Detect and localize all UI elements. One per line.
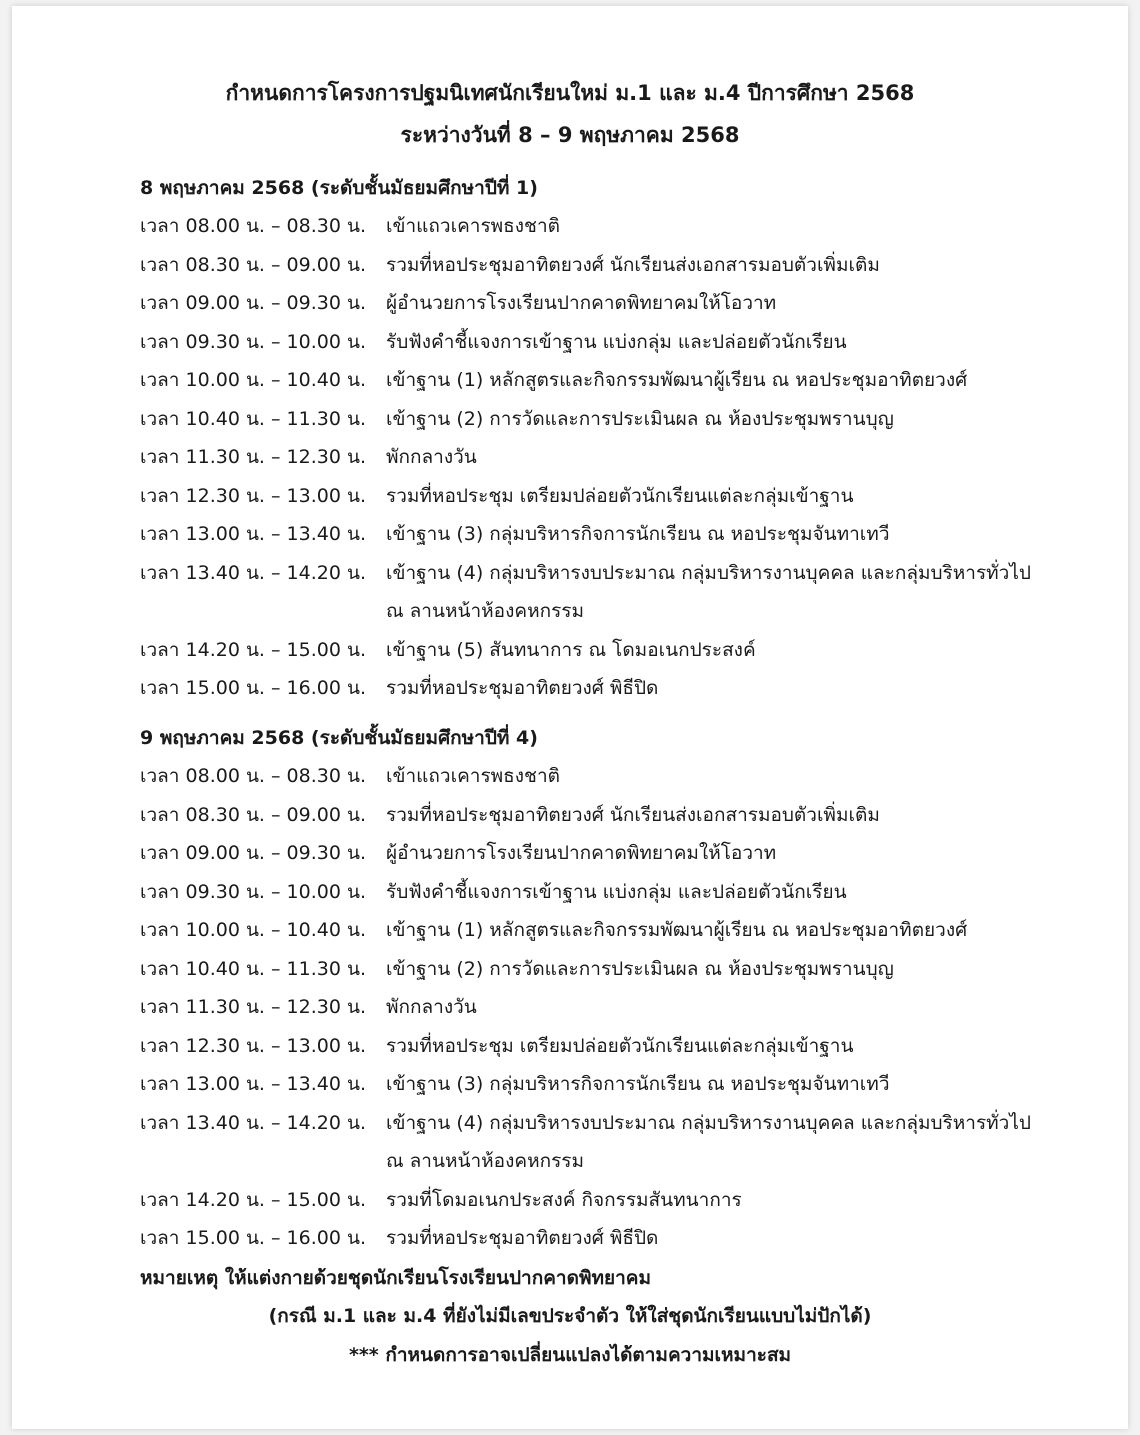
schedule-row [140,443,477,471]
row-activity: รวมที่หอประชุม เตรียมปล่อยตัวนักเรียนแต่ละกลุ่มเข้าฐาน [386,485,854,507]
row-time: เวลา 09.00 น. – 09.30 น. [140,842,367,864]
row-activity: รวมที่หอประชุมอาทิตยวงศ์ นักเรียนส่งเอกสารมอบตัวเพิ่มเติม [386,254,880,276]
schedule-row [140,328,847,356]
schedule-row [140,405,894,433]
row-time: เวลา 13.40 น. – 14.20 น. [140,1112,367,1134]
document-subtitle: ระหว่างวันที่ 8 – 9 พฤษภาคม 2568 [400,123,740,147]
row-activity: พักกลางวัน [386,996,477,1018]
row-activity: ผู้อำนวยการโรงเรียนปากคาดพิทยาคมให้โอวาท [386,842,777,864]
schedule-row [140,993,477,1021]
schedule-row [140,878,847,906]
note-dress-code: หมายเหตุ ให้แต่งกายด้วยชุดนักเรียนโรงเรียนปากคาดพิทยาคม [140,1267,652,1289]
schedule-row [140,1186,742,1214]
schedule-row [140,801,880,829]
row-time: เวลา 08.30 น. – 09.00 น. [140,804,367,826]
row-activity: ผู้อำนวยการโรงเรียนปากคาดพิทยาคมให้โอวาท [386,292,777,314]
row-activity: รับฟังคำชี้แจงการเข้าฐาน แบ่งกลุ่ม และปล่อยตัวนักเรียน [386,331,847,353]
schedule-row [140,1224,658,1252]
row-time: เวลา 10.40 น. – 11.30 น. [140,958,367,980]
row-activity: เข้าแถวเคารพธงชาติ [386,765,560,787]
row-activity: เข้าฐาน (3) กลุ่มบริหารกิจการนักเรียน ณ หอประชุมจันทาเทวี [386,523,890,545]
schedule-row [140,955,894,983]
row-time: เวลา 09.30 น. – 10.00 น. [140,881,367,903]
row-time: เวลา 11.30 น. – 12.30 น. [140,446,367,468]
row-time: เวลา 11.30 น. – 12.30 น. [140,996,367,1018]
row-activity: เข้าฐาน (1) หลักสูตรและกิจกรรมพัฒนาผู้เรียน ณ หอประชุมอาทิตยวงศ์ [386,919,968,941]
note-disclaimer: *** กำหนดการอาจเปลี่ยนแปลงได้ตามความเหมาะสม [348,1344,792,1366]
row-time: เวลา 12.30 น. – 13.00 น. [140,1035,367,1057]
row-activity: เข้าฐาน (5) สันทนาการ ณ โดมอเนกประสงค์ [386,639,756,661]
schedule-row [140,1032,853,1060]
schedule-row [140,636,756,664]
schedule-row [140,520,889,548]
row-activity-continuation: ณ ลานหน้าห้องคหกรรม [386,600,585,622]
row-activity: พักกลางวัน [386,446,477,468]
row-activity: เข้าฐาน (4) กลุ่มบริหารงบประมาณ กลุ่มบริหารงานบุคคล และกลุ่มบริหารทั่วไป [386,1112,1031,1134]
schedule-row [140,1109,1031,1137]
row-activity: รวมที่หอประชุมอาทิตยวงศ์ พิธีปิด [386,1227,659,1249]
day1-heading: 8 พฤษภาคม 2568 (ระดับชั้นมัธยมศึกษาปีที่ 1) [140,177,538,199]
row-time: เวลา 08.30 น. – 09.00 น. [140,254,367,276]
row-time: เวลา 15.00 น. – 16.00 น. [140,677,367,699]
row-time: เวลา 13.00 น. – 13.40 น. [140,1073,367,1095]
row-activity: รับฟังคำชี้แจงการเข้าฐาน แบ่งกลุ่ม และปล่อยตัวนักเรียน [386,881,847,903]
row-time: เวลา 08.00 น. – 08.30 น. [140,215,367,237]
row-activity-continuation: ณ ลานหน้าห้องคหกรรม [386,1150,585,1172]
schedule-row [140,839,776,867]
row-activity: รวมที่โดมอเนกประสงค์ กิจกรรมสันทนาการ [386,1189,742,1211]
schedule-row [140,366,967,394]
row-activity: เข้าฐาน (1) หลักสูตรและกิจกรรมพัฒนาผู้เรียน ณ หอประชุมอาทิตยวงศ์ [386,369,968,391]
row-time: เวลา 13.00 น. – 13.40 น. [140,523,367,545]
row-activity: รวมที่หอประชุมอาทิตยวงศ์ นักเรียนส่งเอกสารมอบตัวเพิ่มเติม [386,804,880,826]
schedule-row [140,916,967,944]
schedule-row [140,289,776,317]
row-activity: รวมที่หอประชุมอาทิตยวงศ์ พิธีปิด [386,677,659,699]
row-activity: รวมที่หอประชุม เตรียมปล่อยตัวนักเรียนแต่ละกลุ่มเข้าฐาน [386,1035,854,1057]
row-time: เวลา 10.00 น. – 10.40 น. [140,369,367,391]
schedule-row [140,1070,889,1098]
row-time: เวลา 08.00 น. – 08.30 น. [140,765,367,787]
row-time: เวลา 13.40 น. – 14.20 น. [140,562,367,584]
row-time: เวลา 12.30 น. – 13.00 น. [140,485,367,507]
row-activity: เข้าฐาน (3) กลุ่มบริหารกิจการนักเรียน ณ หอประชุมจันทาเทวี [386,1073,890,1095]
row-time: เวลา 15.00 น. – 16.00 น. [140,1227,367,1249]
row-time: เวลา 09.30 น. – 10.00 น. [140,331,367,353]
schedule-row [140,559,1031,587]
document-title: กำหนดการโครงการปฐมนิเทศนักเรียนใหม่ ม.1 และ ม.4 ปีการศึกษา 2568 [225,81,915,105]
schedule-row [140,674,658,702]
schedule-row [140,212,560,240]
row-time: เวลา 14.20 น. – 15.00 น. [140,639,367,661]
row-time: เวลา 14.20 น. – 15.00 น. [140,1189,367,1211]
note-parenthetical: (กรณี ม.1 และ ม.4 ที่ยังไม่มีเลขประจำตัว ให้ใส่ชุดนักเรียนแบบไม่ปักได้) [268,1305,872,1327]
schedule-row [140,482,853,510]
row-time: เวลา 10.40 น. – 11.30 น. [140,408,367,430]
row-activity: เข้าฐาน (2) การวัดและการประเมินผล ณ ห้องประชุมพรานบุญ [386,408,894,430]
row-activity: เข้าฐาน (4) กลุ่มบริหารงบประมาณ กลุ่มบริหารงานบุคคล และกลุ่มบริหารทั่วไป [386,562,1031,584]
row-time: เวลา 09.00 น. – 09.30 น. [140,292,367,314]
schedule-row [140,251,880,279]
row-activity: เข้าแถวเคารพธงชาติ [386,215,560,237]
day2-heading: 9 พฤษภาคม 2568 (ระดับชั้นมัธยมศึกษาปีที่ 4) [140,727,538,749]
schedule-row [140,762,560,790]
row-time: เวลา 10.00 น. – 10.40 น. [140,919,367,941]
row-activity: เข้าฐาน (2) การวัดและการประเมินผล ณ ห้องประชุมพรานบุญ [386,958,894,980]
